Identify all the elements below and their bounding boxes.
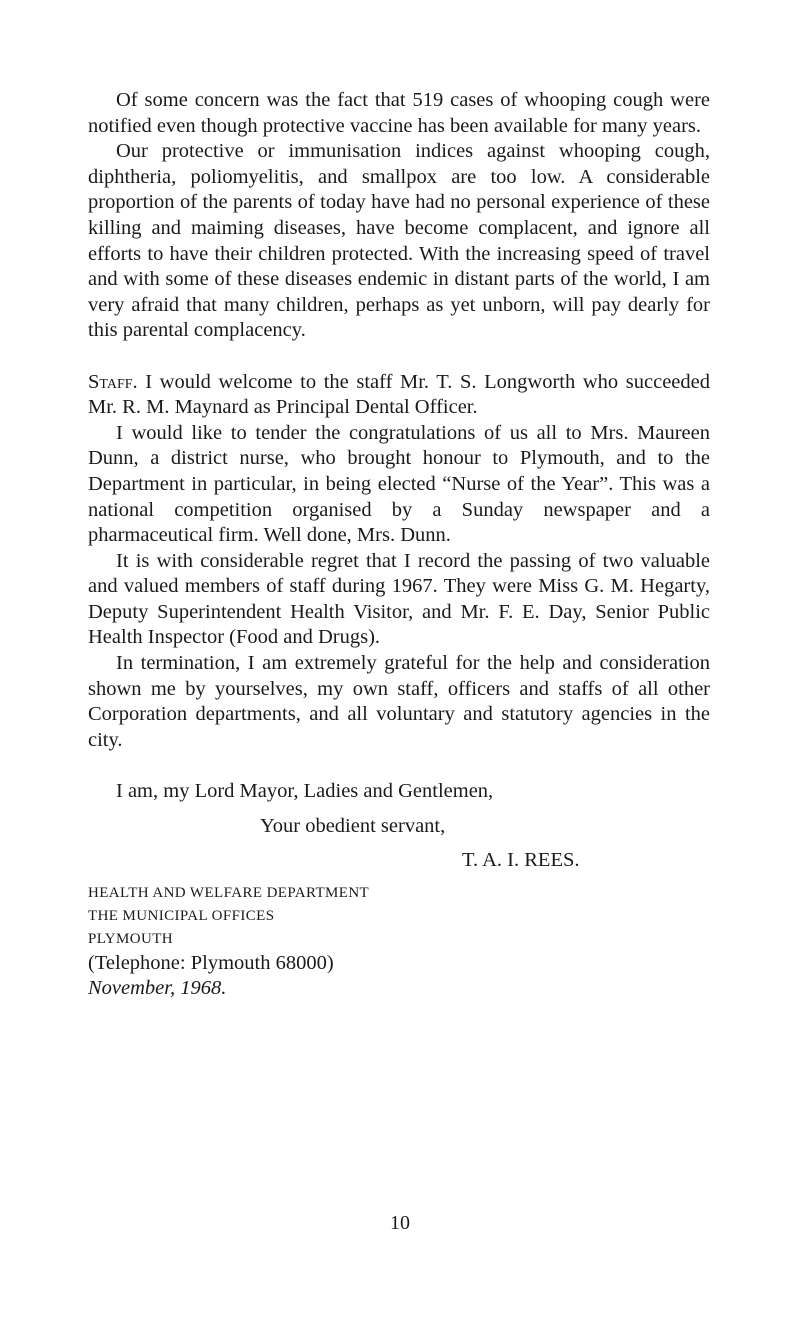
- paragraph-immunisation: Our protective or immunisation indices against whooping cough, diphtheria, poliomyelitis, and smallpox are too low. A considerable proportion of the parents of today have had no personal experience of these killing and maiming diseases, have become complacent, and ignore all efforts to have their children protected. With the increasing speed of travel and with some of these diseases endemic in distant parts of the world, I am very afraid that many children, perhaps as yet unborn, will pay dearly for this parental complacency.: [88, 140, 710, 342]
- page-number: 10: [390, 1212, 410, 1234]
- paragraph-congratulations: I would like to tender the congratulations of us all to Mrs. Maureen Dunn, a district nurse, who brought honour to Plymouth, and to the Department in particular, in being elected “Nurse of the Year”. This was a national competition organised by a Sunday newspaper and a pharmaceutical firm. Well done, Mrs. Dunn.: [88, 421, 710, 547]
- closing-servant: Your obedient servant,: [260, 814, 446, 837]
- signature: T. A. I. REES.: [462, 849, 580, 872]
- staff-heading: Staff.: [88, 370, 138, 393]
- sender-address: [88, 882, 710, 1002]
- address-department: HEALTH AND WELFARE DEPARTMENT: [88, 884, 370, 901]
- body-text: [88, 88, 710, 1002]
- letter-date: November, 1968.: [88, 977, 227, 1000]
- address-telephone: (Telephone: Plymouth 68000): [88, 951, 334, 974]
- address-city: PLYMOUTH: [88, 930, 174, 947]
- paragraph-regret: It is with considerable regret that I record the passing of two valuable and valued members of staff during 1967. They were Miss G. M. Hegarty, Deputy Superintendent Health Visitor, and Mr. F. E. Day, Senior Public Health Inspector (Food and Drugs).: [88, 549, 710, 649]
- paragraph-staff: [88, 370, 710, 421]
- staff-text: I would welcome to the staff Mr. T. S. Longworth who succeeded Mr. R. M. Maynard as Principal Dental Officer.: [88, 370, 710, 419]
- closing-salutation: I am, my Lord Mayor, Ladies and Gentlemen,: [116, 780, 494, 803]
- paragraph-whooping-cough: Of some concern was the fact that 519 cases of whooping cough were notified even though protective vaccine has been available for many years.: [88, 89, 710, 137]
- paragraph-termination: In termination, I am extremely grateful for the help and consideration shown me by yourselves, my own staff, officers and staffs of all other Corporation departments, and all voluntary and statutory agencies in the city.: [88, 652, 710, 751]
- address-offices: THE MUNICIPAL OFFICES: [88, 907, 275, 924]
